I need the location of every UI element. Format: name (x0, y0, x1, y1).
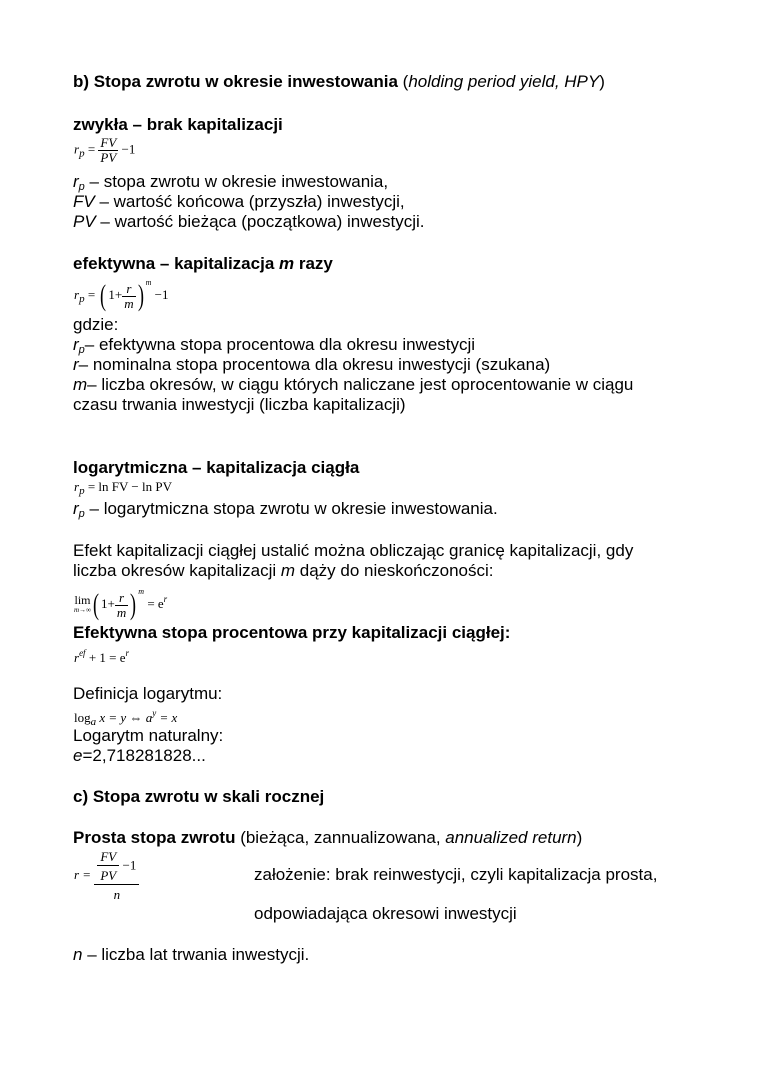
log-heading: logarytmiczna – kapitalizacja ciągła (73, 458, 360, 477)
simple-formula: $r_p$ = $\frac{FV}{PV}$ −1 (74, 135, 136, 165)
effective-def-rp: $r_p-$ efektywna stopa procentowa dla okresu inwestycji (73, 335, 476, 356)
section-c-heading: c) Stopa zwrotu w skali rocznej (73, 787, 325, 806)
section-b-heading: b) Stopa zwrotu w okresie inwestowania (holding period yield, HPY) (73, 72, 605, 91)
simple-def-rp: $r_p$ – stopa zwrotu w okresie inwestowania, (73, 172, 389, 193)
effective-heading: efektywna – kapitalizacja m razy (73, 254, 333, 273)
log-def-rp: $r_p$ – logarytmiczna stopa zwrotu w okresie inwestowania. (73, 499, 498, 520)
limit-formula: lim m→∞ ( 1+ $\frac{r}{m}$ ) $^m = e^r$ (74, 587, 168, 622)
effective-gdzie: gdzie: (73, 315, 119, 334)
simple-def-fv: FV – wartość końcowa (przyszła) inwestycji, (73, 192, 405, 211)
annual-return-formula: r = $\frac{FV}{PV}$ −1 n (74, 850, 139, 902)
simple-def-pv: PV – wartość bieżąca (początkowa) inwestycji. (73, 212, 425, 231)
effective-def-m: m– liczba okresów, w ciągu których naliczane jest oprocentowanie w ciągu (73, 375, 634, 394)
effective-def-r: r– nominalna stopa procentowa dla okresu inwestycji (szukana) (73, 355, 551, 374)
logdef-natural: Logarytm naturalny: (73, 726, 224, 745)
assumption-text: założenie: brak reinwestycji, czyli kapitalizacja prosta, (254, 865, 658, 884)
effective-continuous-formula: $r^{ef} + 1 = e^r$ (74, 648, 130, 665)
simple-return-heading: Prosta stopa zwrotu (bieżąca, zannualizowana, annualized return) (73, 828, 583, 847)
log-formula: $r_p = \ln$ FV − ln PV (74, 479, 172, 497)
fraction: $\frac{FV}{PV}$ (100, 135, 117, 165)
continuous-text-1: Efekt kapitalizacji ciągłej ustalić można obliczając granicę kapitalizacji, gdy (73, 541, 634, 560)
n-definition: n – liczba lat trwania inwestycji. (73, 945, 310, 964)
effective-def-m-cont: czasu trwania inwestycji (liczba kapitalizacji) (73, 395, 406, 414)
continuous-text-2: liczba okresów kapitalizacji m dąży do nieskończoności: (73, 561, 494, 580)
effective-formula: $r_p$ = ( 1+ $\frac{r}{m}$ ) $^m$ −1 (74, 278, 169, 313)
logdef-e-value: e=2,718281828... (73, 746, 206, 765)
continuous-heading: Efektywna stopa procentowa przy kapitalizacji ciągłej: (73, 623, 511, 642)
logdef-title: Definicja logarytmu: (73, 684, 223, 703)
assumption-text-2: odpowiadająca okresowi inwestycji (254, 904, 517, 923)
logdef-formula: $\log_a x = y$ ⇔ $a^y = x$ (74, 708, 178, 728)
simple-heading: zwykła – brak kapitalizacji (73, 115, 283, 134)
